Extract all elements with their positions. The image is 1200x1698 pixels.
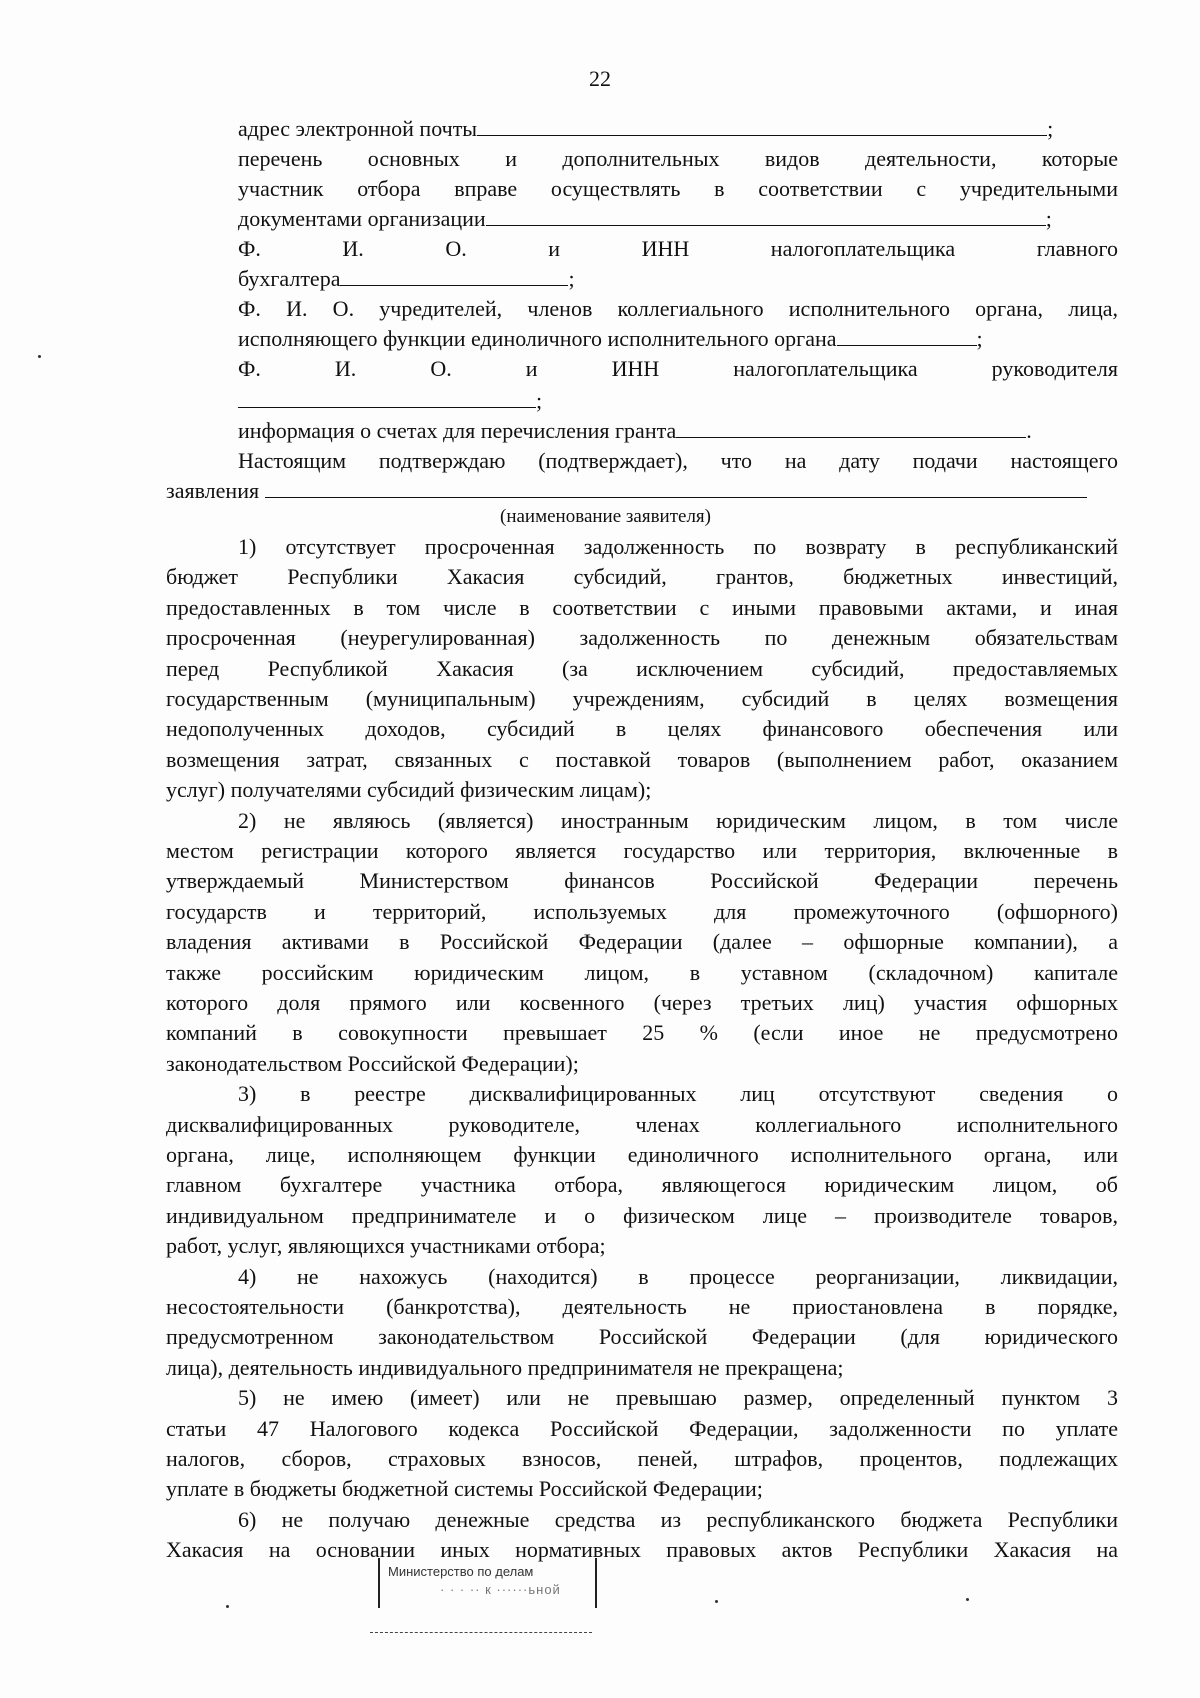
condition-4-line: 4) не нахожусь (находится) в процессе реорганизации, ликвидации, [238, 1263, 1118, 1289]
condition-5-line: налогов, сборов, страховых взносов, пеней, штрафов, процентов, подлежащих [166, 1446, 1118, 1471]
condition-1-line: государственным (муниципальным) учреждениям, субсидий в целях возмещения [166, 686, 1118, 711]
condition-2-line: также российским юридическим лицом, в уставном (складочном) капитале [166, 959, 1118, 985]
condition-3-line: дисквалифицированных руководителе, членах коллегиального исполнительного [166, 1111, 1118, 1137]
condition-2-line: местом регистрации которого является государство или территория, включенные в [166, 838, 1118, 863]
scan-speck [38, 355, 41, 358]
chief-accountant-line-2 [238, 264, 575, 295]
stamp-underline [370, 1632, 592, 1633]
condition-1-line: просроченная (неурегулированная) задолженность по денежным обязательствам [166, 625, 1118, 651]
founders-line-1: Ф. И. О. учредителей, членов коллегиального исполнительного органа, лица, [238, 296, 1118, 321]
accounts-line-end: . [1026, 418, 1032, 443]
condition-1-line: перед Республикой Хакасия (за исключением субсидий, предоставляемых [166, 655, 1118, 681]
founders-line-2 [238, 324, 983, 355]
condition-2-line: государств и территорий, используемых для промежуточного (офшорного) [166, 898, 1118, 924]
email-line-end: ; [1047, 116, 1054, 141]
applicant-name-caption: (наименование заявителя) [500, 506, 711, 527]
scan-speck [966, 1598, 969, 1601]
accounts-blank [676, 419, 1026, 438]
condition-1-line: услуг) получателями субсидий физическим лицам); [166, 777, 652, 803]
activity-label-end: документами организации [238, 206, 486, 231]
condition-2-line: 2) не являюсь (является) иностранным юридическим лицом, в том числе [238, 807, 1118, 833]
scan-speck [226, 1605, 229, 1608]
chief-accountant-line-end: ; [568, 266, 575, 291]
condition-1-line: возмещения затрат, связанных с поставкой товаров (выполнением работ, оказанием [166, 746, 1118, 772]
founders-line-end: ; [976, 326, 983, 351]
head-line-end: ; [536, 388, 543, 413]
stamp-text-1: Министерство по делам [388, 1564, 534, 1579]
condition-1-line: 1) отсутствует просроченная задолженность по возврату в республиканский [238, 534, 1118, 559]
condition-1-line: недополученных доходов, субсидий в целях финансового обеспечения или [166, 716, 1118, 742]
condition-3-line: органа, лице, исполняющем функции единоличного исполнительного органа, или [166, 1142, 1118, 1167]
condition-2-line: владения активами в Российской Федерации (далее – офшорные компании), а [166, 929, 1118, 955]
activity-line-1: перечень основных и дополнительных видов деятельности, которые [238, 146, 1118, 171]
activity-blank [486, 207, 1046, 226]
condition-4-line: предусмотренном законодательством Российской Федерации (для юридического [166, 1324, 1118, 1350]
activity-line-2: участник отбора вправе осуществлять в соответствии с учредительными [238, 176, 1118, 201]
chief-accountant-label: бухгалтера [238, 266, 341, 291]
email-label: адрес электронной почты [238, 116, 478, 141]
registration-stamp [378, 1558, 597, 1608]
condition-5-line: статьи 47 Налогового кодекса Российской Федерации, задолженности по уплате [166, 1415, 1118, 1441]
condition-4-line: лица), деятельность индивидуального предпринимателя не прекращена; [166, 1354, 844, 1380]
chief-accountant-blank [340, 267, 568, 286]
condition-1-line: бюджет Республики Хакасия субсидий, грантов, бюджетных инвестиций, [166, 564, 1118, 590]
head-line-1: Ф. И. О. и ИНН налогоплательщика руководителя [238, 356, 1118, 381]
condition-3-line: 3) в реестре дисквалифицированных лиц отсутствуют сведения о [238, 1081, 1118, 1107]
email-blank [477, 117, 1047, 136]
condition-3-line: индивидуальном предпринимателе и о физическом лице – производителе товаров, [166, 1202, 1118, 1228]
activity-line-end: ; [1045, 206, 1052, 231]
condition-6-line: Хакасия на основании иных нормативных правовых актов Республики Хакасия на [166, 1537, 1118, 1563]
condition-5-line: уплате в бюджеты бюджетной системы Российской Федерации; [166, 1476, 763, 1502]
chief-accountant-line-1: Ф. И. О. и ИНН налогоплательщика главного [238, 236, 1118, 261]
application-label: заявления [166, 478, 260, 503]
scan-speck [715, 1600, 718, 1603]
head-blank [238, 389, 536, 408]
condition-4-line: несостоятельности (банкротства), деятельность не приостановлена в порядке, [166, 1294, 1118, 1319]
condition-2-line: законодательством Российской Федерации); [166, 1050, 579, 1076]
condition-2-line: утверждаемый Министерством финансов Российской Федерации перечень [166, 868, 1118, 894]
condition-2-line: компаний в совокупности превышает 25 % (если иное не предусмотрено [166, 1020, 1118, 1046]
page-number: 22 [589, 66, 611, 91]
condition-1-line: предоставленных в том числе в соответствии с иными правовыми актами, и иная [166, 594, 1118, 620]
accounts-label: информация о счетах для перечисления гранта [238, 418, 677, 443]
founders-blank [837, 327, 977, 346]
condition-5-line: 5) не имею (имеет) или не превышаю размер, определенный пунктом 3 [238, 1385, 1118, 1411]
condition-2-line: которого доля прямого или косвенного (через третьих лиц) участия офшорных [166, 990, 1118, 1015]
accounts-line [238, 416, 1032, 447]
activity-line-3 [238, 204, 1052, 235]
stamp-text-2: · · · ·· к ······ьной [440, 1582, 561, 1597]
email-line [238, 114, 1053, 145]
condition-6-line: 6) не получаю денежные средства из республиканского бюджета Республики [238, 1506, 1118, 1532]
applicant-name-blank [265, 479, 1087, 498]
confirm-line-1: Настоящим подтверждаю (подтверждает), что на дату подачи настоящего [238, 448, 1118, 473]
founders-label: исполняющего функции единоличного исполнительного органа [238, 326, 837, 351]
condition-3-line: главном бухгалтере участника отбора, являющегося юридическим лицом, об [166, 1172, 1118, 1198]
head-line-2 [238, 386, 542, 417]
condition-3-line: работ, услуг, являющихся участниками отбора; [166, 1233, 606, 1259]
